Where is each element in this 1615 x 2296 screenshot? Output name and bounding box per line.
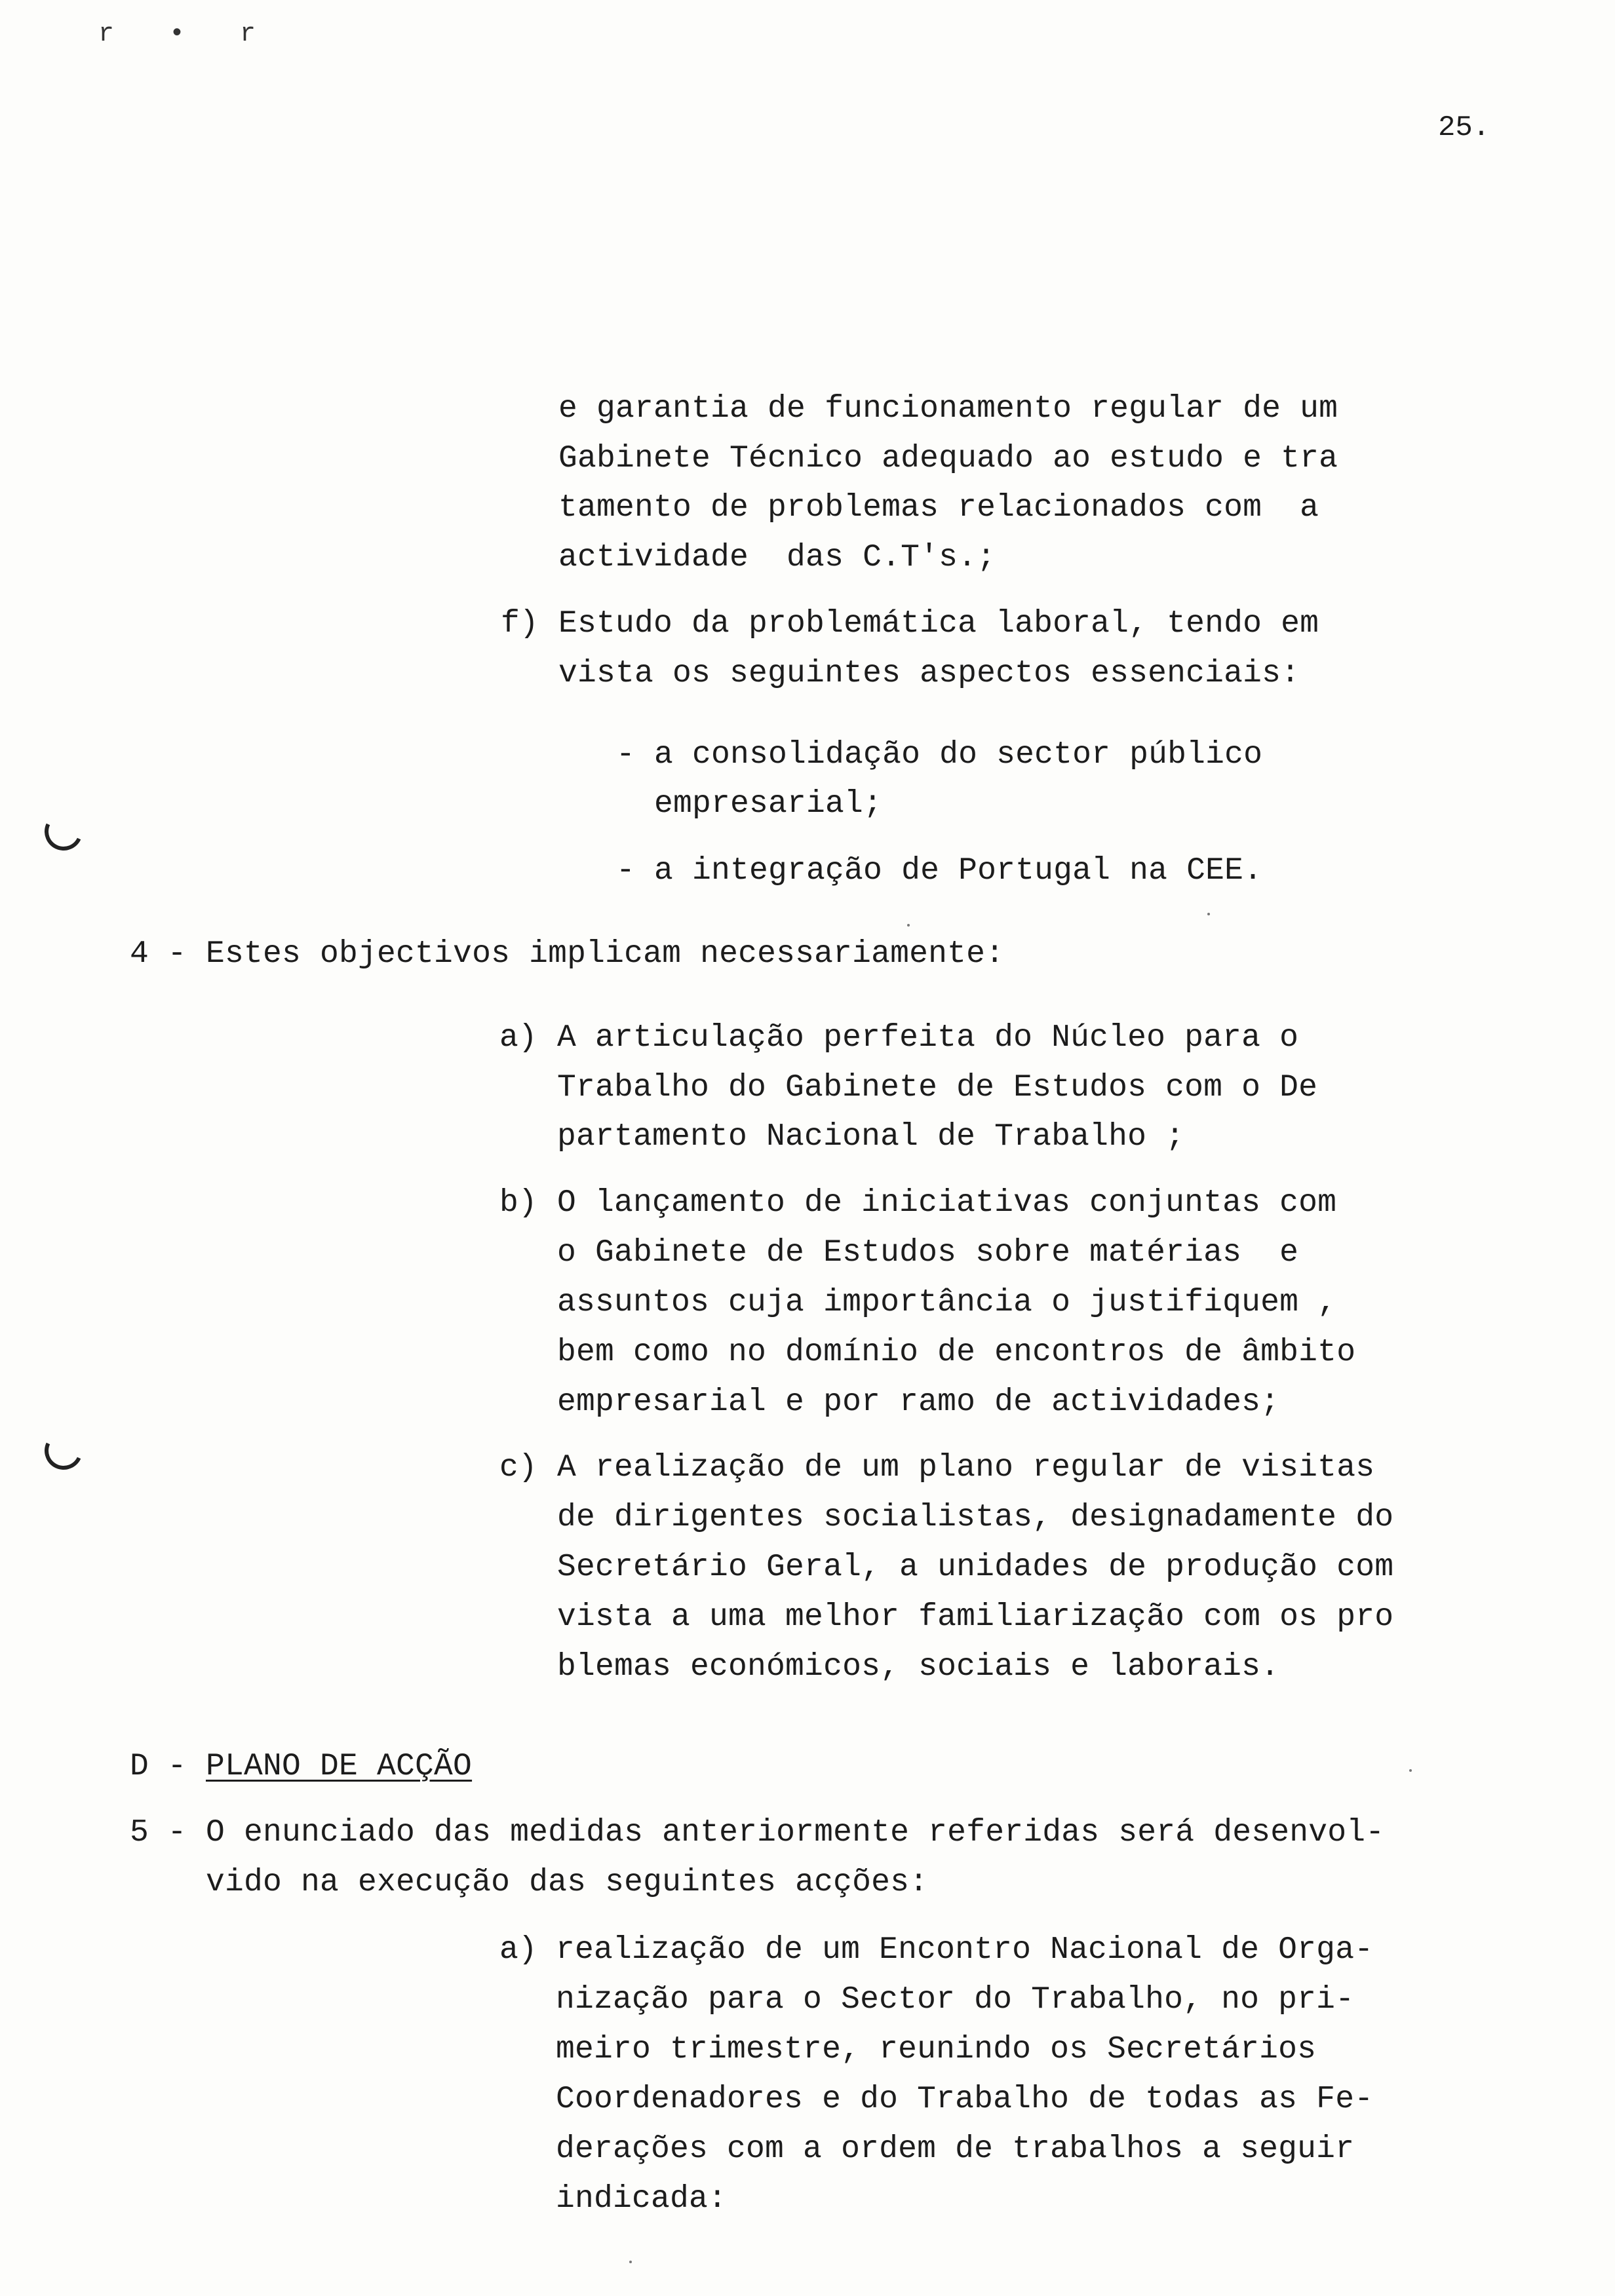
bullet-line: empresarial; bbox=[616, 786, 883, 822]
text-line: vista os seguintes aspectos essenciais: bbox=[558, 656, 1300, 691]
point-label: 5 - bbox=[130, 1815, 187, 1850]
section-label: D - bbox=[130, 1749, 187, 1784]
text-line: de dirigentes socialistas, designadamente do bbox=[557, 1500, 1394, 1535]
text-line: vista a uma melhor familiarização com os pro bbox=[557, 1599, 1394, 1635]
text-line: realização de um Encontro Nacional de Orga- bbox=[556, 1932, 1374, 1968]
text-line: bem como no domínio de encontros de âmbito bbox=[557, 1335, 1356, 1370]
point-heading: Estes objectivos implicam necessariamente: bbox=[206, 936, 1005, 972]
text-line: blemas económicos, sociais e laborais. bbox=[557, 1649, 1280, 1685]
text-line: actividade das C.T's.; bbox=[558, 540, 996, 575]
point-label: 4 - bbox=[130, 936, 187, 972]
text-line: empresarial e por ramo de actividades; bbox=[557, 1385, 1280, 1420]
text-line: Secretário Geral, a unidades de produção com bbox=[557, 1550, 1394, 1585]
text-line: vido na execução das seguintes acções: bbox=[206, 1865, 929, 1900]
section-title: PLANO DE ACÇÃO bbox=[206, 1749, 473, 1784]
item-label: a) bbox=[499, 1020, 537, 1056]
text-line: Gabinete Técnico adequado ao estudo e tra bbox=[558, 441, 1338, 476]
text-line: O lançamento de iniciativas conjuntas com bbox=[557, 1185, 1337, 1221]
text-line: tamento de problemas relacionados com a bbox=[558, 490, 1319, 526]
item-label: c) bbox=[499, 1450, 537, 1485]
text-line: nização para o Sector do Trabalho, no pri- bbox=[556, 1982, 1355, 2018]
corner-marks: r • r bbox=[98, 20, 276, 49]
scan-speck bbox=[629, 2261, 632, 2263]
text-line: indicada: bbox=[556, 2181, 728, 2217]
text-line: Coordenadores e do Trabalho de todas as Fe- bbox=[556, 2082, 1374, 2117]
text-line: Trabalho do Gabinete de Estudos com o De bbox=[557, 1070, 1318, 1105]
text-line: Estudo da problemática laboral, tendo em bbox=[558, 606, 1319, 641]
text-line: O enunciado das medidas anteriormente referidas será desenvol- bbox=[206, 1815, 1385, 1850]
text-line: o Gabinete de Estudos sobre matérias e bbox=[557, 1235, 1299, 1271]
text-line: meiro trimestre, reunindo os Secretários bbox=[556, 2032, 1317, 2067]
page-number: 25. bbox=[1438, 111, 1490, 144]
text-line: derações com a ordem de trabalhos a seguir bbox=[556, 2132, 1355, 2167]
text-line: A articulação perfeita do Núcleo para o bbox=[557, 1020, 1299, 1056]
text-line: A realização de um plano regular de visitas bbox=[557, 1450, 1375, 1485]
bullet-line: - a consolidação do sector público bbox=[616, 737, 1263, 773]
scan-speck bbox=[1409, 1769, 1412, 1772]
scan-speck bbox=[907, 924, 910, 927]
scan-speck bbox=[1207, 913, 1210, 915]
text-line: assuntos cuja importância o justifiquem , bbox=[557, 1285, 1337, 1320]
bullet-line: - a integração de Portugal na CEE. bbox=[616, 853, 1263, 889]
item-label: f) bbox=[501, 606, 539, 641]
punch-hole-mark bbox=[39, 807, 88, 856]
item-label: b) bbox=[499, 1185, 537, 1221]
punch-hole-mark bbox=[39, 1426, 88, 1475]
item-label: a) bbox=[499, 1932, 537, 1968]
text-line: partamento Nacional de Trabalho ; bbox=[557, 1119, 1185, 1155]
text-line: e garantia de funcionamento regular de um bbox=[558, 391, 1338, 427]
